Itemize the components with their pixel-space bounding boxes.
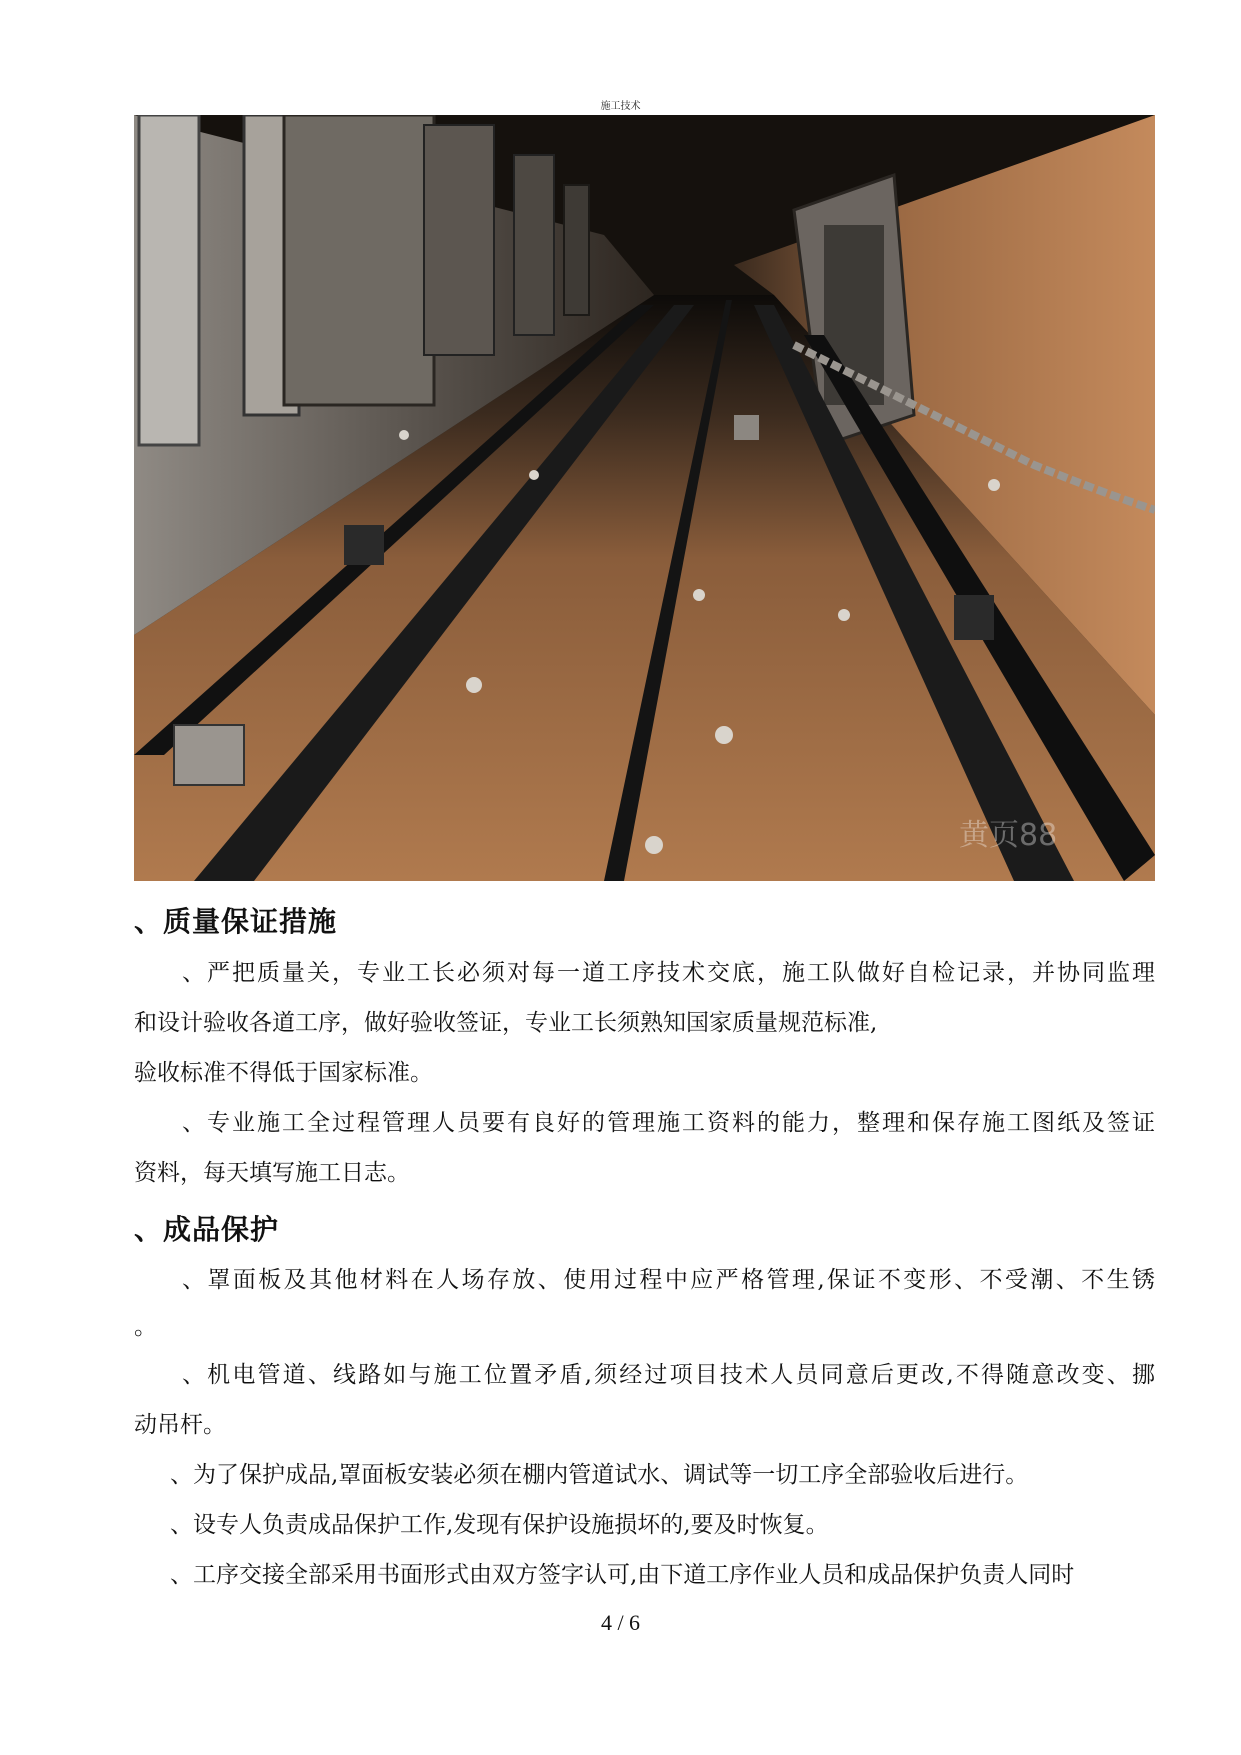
paragraph-line: 资料，每天填写施工日志。: [134, 1160, 410, 1186]
paragraph-line: 、严把质量关，专业工长必须对每一道工序技术交底，施工队做好自检记录，并协同监理: [182, 960, 1155, 986]
paragraph-line: 动吊杆。: [134, 1412, 226, 1438]
paragraph-line: 、罩面板及其他材料在人场存放、使用过程中应严格管理,保证不变形、不受潮、不生锈: [182, 1267, 1155, 1293]
page-number: 4 / 6: [600, 1610, 641, 1635]
paragraph-line: 和设计验收各道工序，做好验收签证，专业工长须熟知国家质量规范标准,: [134, 1010, 878, 1036]
section-heading-protection: 、成品保护: [134, 1213, 280, 1246]
running-header: 施工技术: [600, 101, 641, 112]
paragraph-line: 、设专人负责成品保护工作,发现有保护设施损坏的,要及时恢复。: [170, 1512, 829, 1538]
paragraph-line: 、为了保护成品,罩面板安装必须在棚内管道试水、调试等一切工序全部验收后进行。: [170, 1462, 1029, 1488]
elevator-shaft-photo: [134, 115, 1155, 881]
svg-text:黄页88: 黄页88: [959, 818, 1058, 853]
paragraph-line: 、机电管道、线路如与施工位置矛盾,须经过项目技术人员同意后更改,不得随意改变、挪: [182, 1362, 1155, 1388]
paragraph-line: 、工序交接全部采用书面形式由双方签字认可,由下道工序作业人员和成品保护负责人同时: [170, 1562, 1075, 1588]
paragraph-line: 验收标准不得低于国家标准。: [134, 1060, 433, 1086]
watermark-logo: [954, 805, 1114, 865]
section-heading-quality: 、质量保证措施: [134, 905, 338, 938]
paragraph-line: 、专业施工全过程管理人员要有良好的管理施工资料的能力，整理和保存施工图纸及签证: [182, 1110, 1155, 1136]
paragraph-line: 。: [134, 1314, 157, 1340]
